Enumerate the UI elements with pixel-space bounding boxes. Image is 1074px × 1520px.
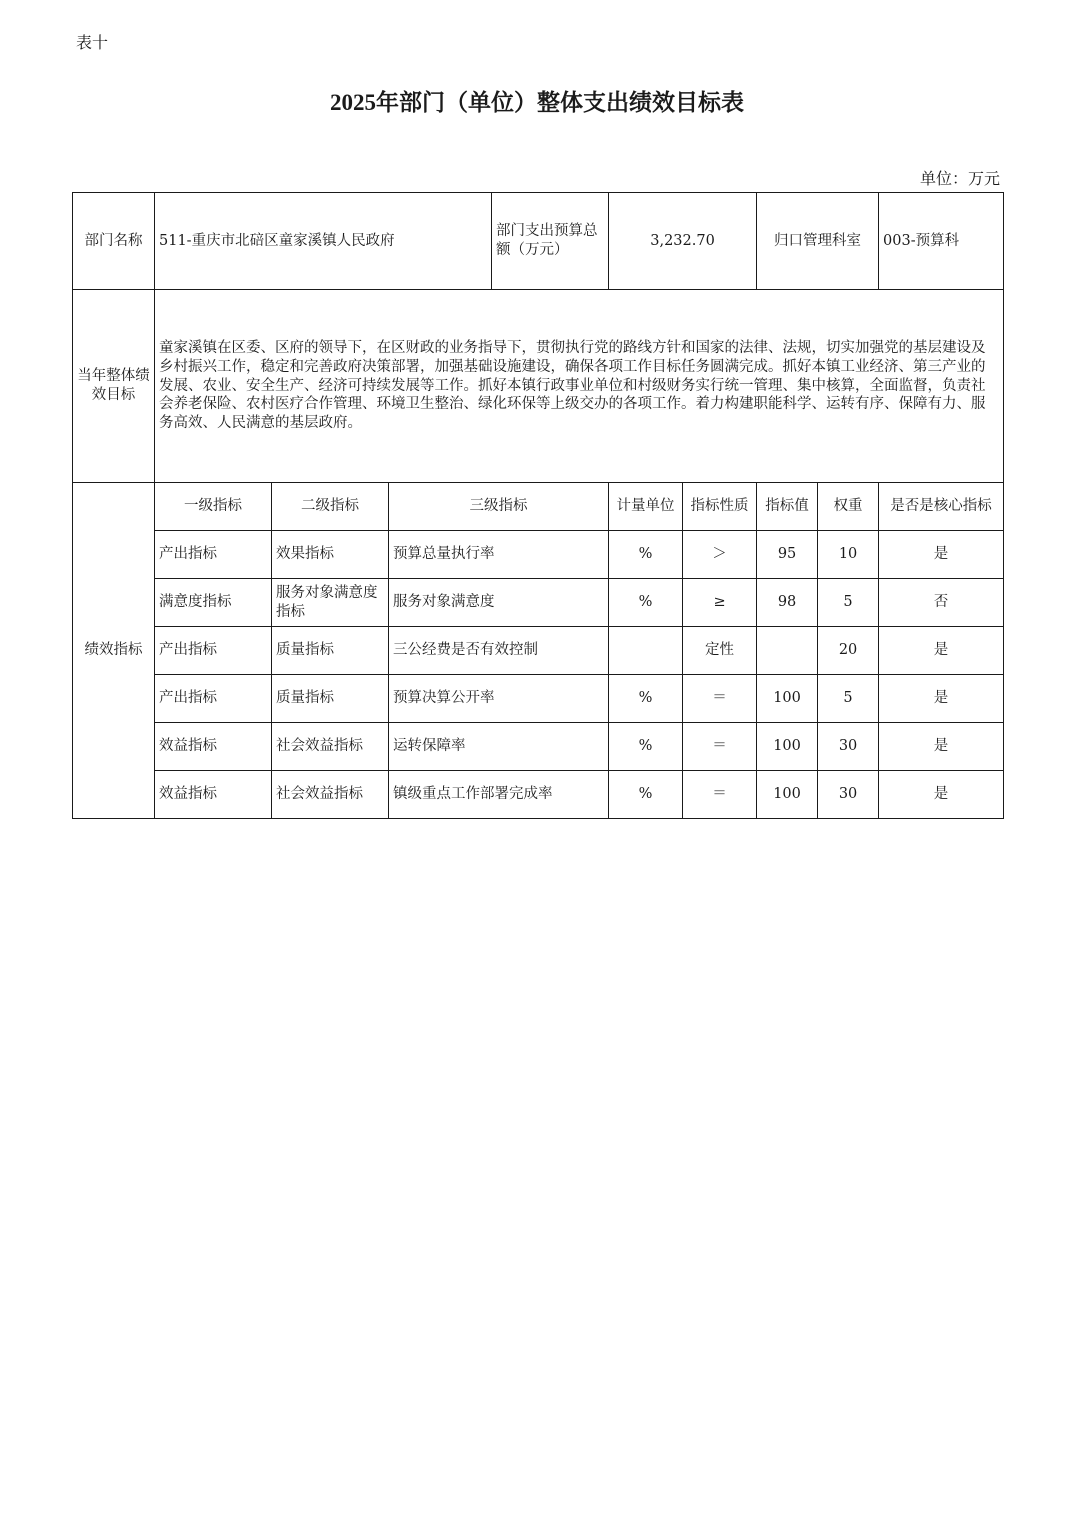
- page-title: 2025年部门（单位）整体支出绩效目标表: [330, 90, 744, 115]
- nature-cell: ＝: [683, 723, 757, 771]
- core-cell: 是: [879, 771, 1004, 819]
- core-cell: 是: [879, 723, 1004, 771]
- performance-target-table: [72, 192, 1004, 819]
- level3-cell: 三公经费是否有效控制: [389, 627, 609, 675]
- table-number: 表十: [76, 33, 109, 52]
- goal-row: [73, 290, 1004, 483]
- level3-cell: 镇级重点工作部署完成率: [389, 771, 609, 819]
- core-cell: 是: [879, 675, 1004, 723]
- unit-note: 单位：万元: [919, 169, 1000, 188]
- table-row: [73, 723, 1004, 771]
- table-row: [73, 771, 1004, 819]
- unit-cell: %: [609, 771, 683, 819]
- level1-cell: 产出指标: [155, 675, 272, 723]
- dept-name-label: 部门名称: [73, 193, 155, 290]
- dept-name-value: 511-重庆市北碚区童家溪镇人民政府: [155, 193, 492, 290]
- header-nature: 指标性质: [683, 483, 757, 531]
- header-level3: 三级指标: [389, 483, 609, 531]
- level3-cell: 预算总量执行率: [389, 531, 609, 579]
- value-cell: 98: [757, 579, 818, 627]
- level1-cell: 效益指标: [155, 771, 272, 819]
- level3-cell: 预算决算公开率: [389, 675, 609, 723]
- unit-cell: %: [609, 723, 683, 771]
- goal-text: 童家溪镇在区委、区府的领导下，在区财政的业务指导下，贯彻执行党的路线方针和国家的法律、法规，切实加强党的基层建设及乡村振兴工作，稳定和完善政府决策部署，加强基础设施建设，确保各项工作目标任务圆满完成。抓好本镇工业经济、第三产业的发展、农业、安全生产、经济可持续发展等工作。抓好本镇行政事业单位和村级财务实行统一管理、集中核算，全面监督，负责社会养老保险、农村医疗合作管理、环境卫生整治、绿化环保等上级交办的各项工作。着力构建职能科学、运转有序、保障有力、服务高效、人民满意的基层政府。: [155, 290, 1004, 483]
- weight-cell: 5: [818, 675, 879, 723]
- table-row: [73, 531, 1004, 579]
- value-cell: [757, 627, 818, 675]
- core-cell: 否: [879, 579, 1004, 627]
- weight-cell: 30: [818, 771, 879, 819]
- nature-cell: ≥: [683, 579, 757, 627]
- level2-cell: 服务对象满意度指标: [272, 579, 389, 627]
- budget-total-label: 部门支出预算总额（万元）: [492, 193, 609, 290]
- weight-cell: 20: [818, 627, 879, 675]
- level2-cell: 社会效益指标: [272, 771, 389, 819]
- level2-cell: 质量指标: [272, 627, 389, 675]
- table-row: [73, 579, 1004, 627]
- office-value: 003-预算科: [879, 193, 1004, 290]
- unit-cell: %: [609, 675, 683, 723]
- unit-cell: %: [609, 531, 683, 579]
- level1-cell: 效益指标: [155, 723, 272, 771]
- header-level2: 二级指标: [272, 483, 389, 531]
- level1-cell: 满意度指标: [155, 579, 272, 627]
- table-row: [73, 675, 1004, 723]
- header-unit: 计量单位: [609, 483, 683, 531]
- unit-cell: %: [609, 579, 683, 627]
- core-cell: 是: [879, 531, 1004, 579]
- office-label: 归口管理科室: [757, 193, 879, 290]
- weight-cell: 30: [818, 723, 879, 771]
- budget-total-value: 3,232.70: [609, 193, 757, 290]
- level1-cell: 产出指标: [155, 531, 272, 579]
- unit-cell: [609, 627, 683, 675]
- value-cell: 100: [757, 771, 818, 819]
- weight-cell: 10: [818, 531, 879, 579]
- value-cell: 95: [757, 531, 818, 579]
- level3-cell: 服务对象满意度: [389, 579, 609, 627]
- nature-cell: 定性: [683, 627, 757, 675]
- level2-cell: 质量指标: [272, 675, 389, 723]
- dept-info-row: [73, 193, 1004, 290]
- value-cell: 100: [757, 675, 818, 723]
- level2-cell: 效果指标: [272, 531, 389, 579]
- value-cell: 100: [757, 723, 818, 771]
- nature-cell: ＝: [683, 771, 757, 819]
- indicator-header-row: [73, 483, 1004, 531]
- header-weight: 权重: [818, 483, 879, 531]
- table-row: [73, 627, 1004, 675]
- nature-cell: ＝: [683, 675, 757, 723]
- header-level1: 一级指标: [155, 483, 272, 531]
- goal-label: 当年整体绩效目标: [73, 290, 155, 483]
- header-value: 指标值: [757, 483, 818, 531]
- weight-cell: 5: [818, 579, 879, 627]
- level1-cell: 产出指标: [155, 627, 272, 675]
- level2-cell: 社会效益指标: [272, 723, 389, 771]
- indicators-section-label: 绩效指标: [73, 483, 155, 819]
- nature-cell: ＞: [683, 531, 757, 579]
- header-core: 是否是核心指标: [879, 483, 1004, 531]
- level3-cell: 运转保障率: [389, 723, 609, 771]
- core-cell: 是: [879, 627, 1004, 675]
